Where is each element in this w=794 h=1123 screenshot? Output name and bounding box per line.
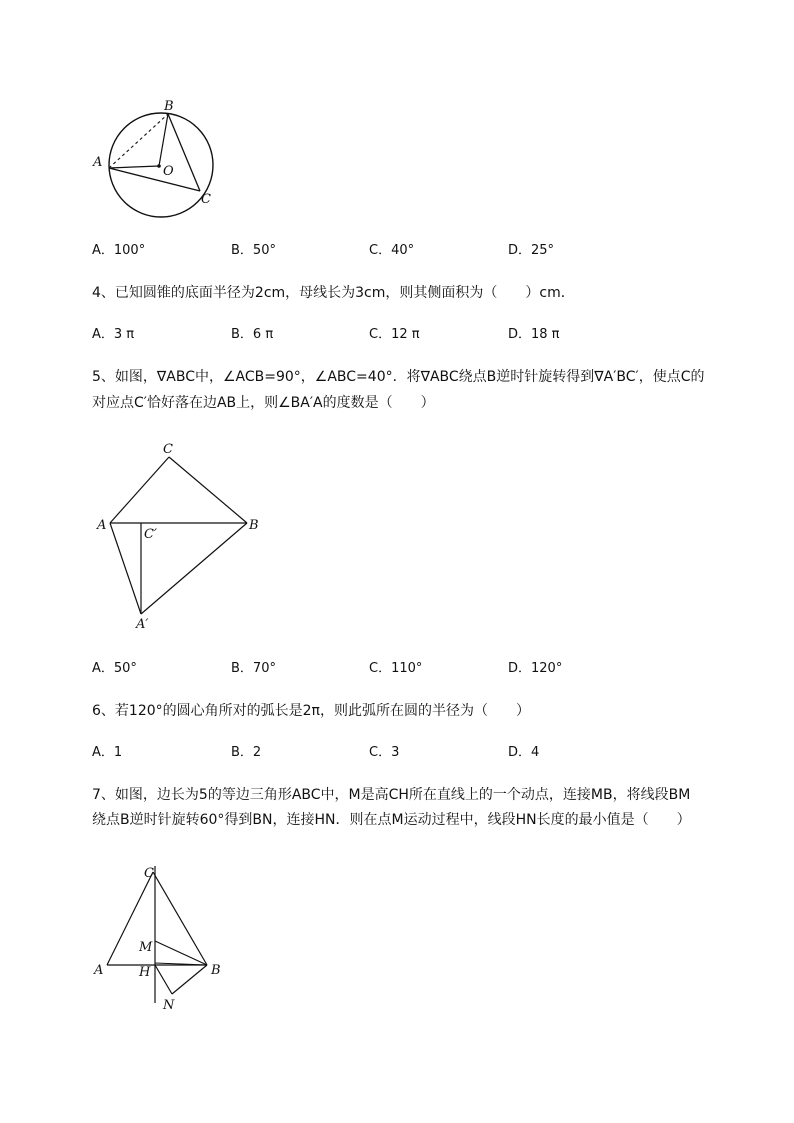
label-c: C bbox=[163, 442, 173, 457]
center-point bbox=[157, 164, 161, 168]
q3-option-d[interactable]: D．25° bbox=[508, 243, 555, 258]
q5-text-line1: 5、如图，∇ABC中，∠ACB=90°，∠ABC=40°．将∇ABC绕点B逆时针旋转得到∇A′BC′，使点C的 bbox=[92, 369, 705, 385]
q6-option-a[interactable]: A．1 bbox=[92, 745, 123, 760]
q5-option-d[interactable]: D．120° bbox=[508, 661, 563, 676]
q5-text-line2: 对应点C′恰好落在边AB上，则∠BA′A的度数是（ ） bbox=[92, 395, 435, 411]
segment-ao bbox=[109, 166, 159, 168]
segment-cb bbox=[169, 457, 247, 523]
circle bbox=[109, 113, 213, 217]
segment-bo bbox=[159, 114, 168, 166]
label-a: A bbox=[97, 518, 107, 533]
label-n: N bbox=[163, 998, 175, 1013]
label-a: A bbox=[94, 963, 104, 978]
q6-option-c[interactable]: C．3 bbox=[369, 745, 400, 760]
label-c: C bbox=[201, 192, 211, 207]
q5-option-a[interactable]: A．50° bbox=[92, 661, 137, 676]
q3-option-c[interactable]: C．40° bbox=[369, 243, 415, 258]
q6-text: 6、若120°的圆心角所对的弧长是2π，则此弧所在圆的半径为（ ） bbox=[92, 703, 530, 719]
q4-option-b[interactable]: B．6 π bbox=[231, 327, 274, 342]
label-b: B bbox=[164, 99, 174, 114]
label-c: C bbox=[144, 866, 154, 881]
q5-option-b[interactable]: B．70° bbox=[231, 661, 276, 676]
figure-rotated-triangle bbox=[90, 435, 270, 635]
segment-bn bbox=[172, 965, 207, 994]
q7-text-line1: 7、如图，边长为5的等边三角形ABC中，M是高CH所在直线上的一个动点，连接MB，将线段BM bbox=[92, 787, 691, 803]
label-h: H bbox=[139, 965, 151, 980]
figure-circle-triangle bbox=[80, 95, 230, 225]
segment-hn bbox=[155, 965, 172, 994]
q6-option-d[interactable]: D．4 bbox=[508, 745, 540, 760]
q3-option-a[interactable]: A．100° bbox=[92, 243, 146, 258]
q7-text-line2: 绕点B逆时针旋转60°得到BN，连接HN．则在点M运动过程中，线段HN长度的最小值是（ ） bbox=[92, 812, 691, 828]
segment-ac bbox=[109, 168, 200, 191]
segment-ac bbox=[110, 457, 169, 523]
figure-equilateral-triangle bbox=[90, 860, 230, 1015]
q4-option-a[interactable]: A．3 π bbox=[92, 327, 135, 342]
label-a-prime: A′ bbox=[136, 617, 149, 632]
label-b: B bbox=[211, 963, 221, 978]
label-o: O bbox=[163, 164, 174, 179]
segment-mb bbox=[155, 941, 207, 965]
q4-option-c[interactable]: C．12 π bbox=[369, 327, 420, 342]
q3-option-b[interactable]: B．50° bbox=[231, 243, 276, 258]
label-a: A bbox=[93, 155, 103, 170]
label-b: B bbox=[249, 518, 259, 533]
segment-aa1 bbox=[110, 523, 141, 614]
segment-ab-dashed bbox=[109, 114, 168, 168]
q5-option-c[interactable]: C．110° bbox=[369, 661, 423, 676]
label-m: M bbox=[139, 940, 153, 955]
segment-cb bbox=[153, 872, 207, 965]
q6-option-b[interactable]: B．2 bbox=[231, 745, 262, 760]
q4-text: 4、已知圆锥的底面半径为2cm，母线长为3cm，则其侧面积为（ ）cm． bbox=[92, 285, 575, 301]
label-c-prime: C′ bbox=[144, 527, 157, 542]
q4-option-d[interactable]: D．18 π bbox=[508, 327, 560, 342]
